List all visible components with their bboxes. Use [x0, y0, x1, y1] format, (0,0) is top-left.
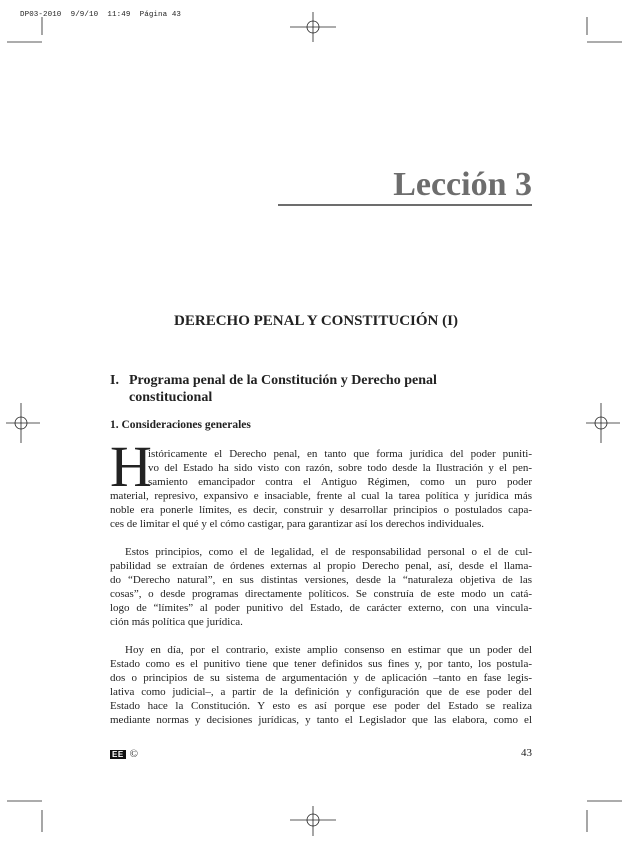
title-underline	[278, 204, 532, 206]
paragraph-line: material, represivo, expansivo e insaciable, frente al cual la tarea política y jurídica más	[110, 490, 532, 502]
registration-mark-bottom	[290, 806, 336, 836]
paragraph-line: istóricamente el Derecho penal, en tanto que forma jurídica del poder puniti-	[148, 448, 532, 460]
paragraph-line: ces de limitar el qué y el cómo castigar, para garantizar así los derechos individuales.	[110, 518, 485, 530]
section-title: Programa penal de la Constitución y Derecho penal constitucional	[129, 373, 437, 405]
paragraph-line: Hoy en día, por el contrario, existe amplio consenso en estimar que un poder del	[125, 644, 532, 656]
section-number: I.	[110, 373, 119, 388]
paragraph-line: Estado como es el punitivo tiene que tener definidos sus fines y, por tanto, los postula-	[110, 658, 532, 670]
paragraph-line: vo del Estado ha sido visto con razón, sobre todo desde la Ilustración y el pen-	[148, 462, 532, 474]
registration-mark-right	[586, 403, 620, 443]
copyright-symbol: ©	[129, 748, 139, 760]
paragraph-line: dos o principios de su sistema de argumentación y de aplicación –tanto en fase legis-	[110, 672, 532, 684]
paragraph-2	[110, 545, 532, 629]
paragraph-line: ción más política que jurídica.	[110, 616, 243, 628]
subsection-heading: 1. Consideraciones generales	[110, 419, 251, 431]
publisher-logo	[110, 749, 138, 760]
page-number: 43	[521, 747, 532, 759]
paragraph-line: mediante normas y decisiones jurídicas, y tanto el Legislador que las elabora, como el	[110, 714, 532, 726]
paragraph-line: lativa como judicial–, a partir de la definición y configuración que de ese poder del	[110, 686, 532, 698]
lesson-title: Lección 3	[393, 166, 532, 203]
paragraph-line: samiento emancipador contra el Antiguo Régimen, como un puro poder	[148, 476, 532, 488]
paragraph-line: do “Derecho natural”, en sus distintas versiones, desde la “naturaleza objetiva de las	[110, 574, 532, 586]
paragraph-line: Estado hace la Constitución. Y esto es así porque ese poder del Estado se realiza	[110, 700, 532, 712]
paragraph-3	[110, 643, 532, 727]
paragraph-line: Estos principios, como el de legalidad, el de responsabilidad personal o el de cul-	[125, 546, 532, 558]
paragraph-line: cosas”, o desde programas directamente políticos. Se construía de este modo un catá-	[110, 588, 532, 600]
paragraph-line: logo de “límites” al poder punitivo del Estado, de carácter externo, con una vincula-	[110, 602, 532, 614]
paragraph-line: pabilidad se extraían de órdenes externas al propio Derecho penal, así, desde el llama-	[110, 560, 532, 572]
registration-mark-left	[6, 403, 40, 443]
paragraph-1	[110, 447, 532, 531]
chapter-title: DERECHO PENAL Y CONSTITUCIÓN (I)	[174, 313, 458, 329]
paragraph-line: noble era ponerle límites, es decir, construir y desarrollar principios o postulados capa-	[110, 504, 532, 516]
ee-logo-mark: EE	[112, 750, 124, 759]
print-slug: DP03-2010 9/9/10 11:49 Página 43	[20, 11, 182, 19]
drop-cap: H	[110, 434, 152, 499]
registration-mark-top	[290, 12, 336, 42]
